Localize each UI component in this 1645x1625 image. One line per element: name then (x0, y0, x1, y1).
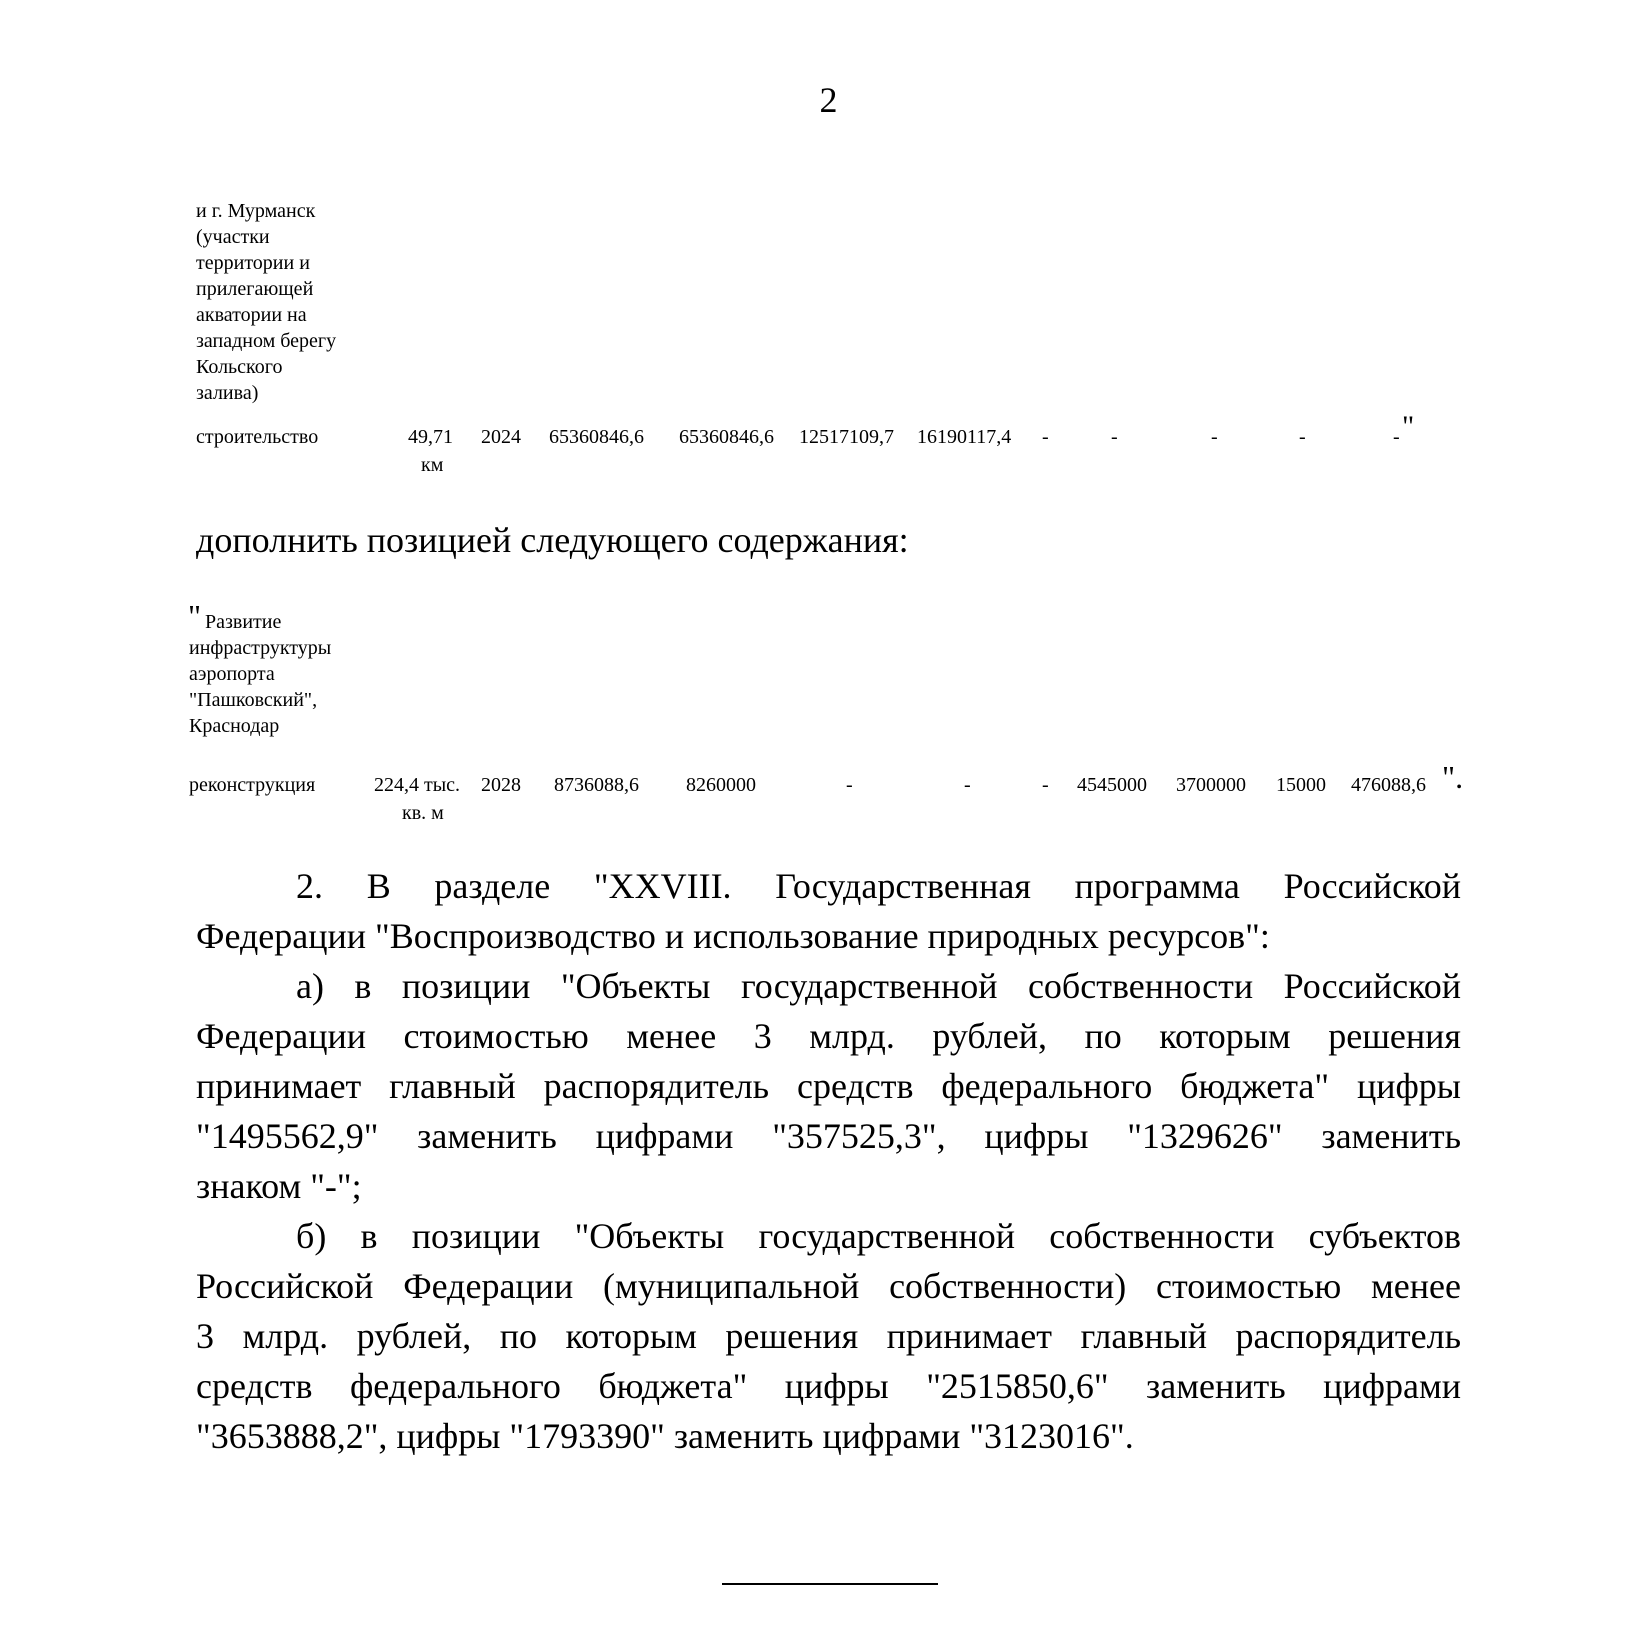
paragraph-line: а) в позиции "Объекты государственной собственности Российской (296, 966, 1461, 1006)
table2-value-9: 476088,6 (1351, 774, 1426, 796)
table1-value-6: - (1111, 426, 1118, 448)
paragraph-line: средств федерального бюджета" цифры "2515850,6" заменить цифрами (196, 1366, 1461, 1406)
table1-object-name (196, 198, 336, 406)
table1-capacity-unit: км (421, 454, 444, 476)
paragraph-line: принимает главный распорядитель средств федерального бюджета" цифры (196, 1066, 1461, 1106)
table2-name-line: Развитие (205, 611, 282, 633)
paragraph-line: б) в позиции "Объекты государственной собственности субъектов (296, 1216, 1461, 1256)
table1-capacity: 49,71 (408, 426, 453, 448)
table2-value-4: - (964, 774, 971, 796)
table1-value-7: - (1211, 426, 1218, 448)
paragraph-line: "1495562,9" заменить цифрами "357525,3", цифры "1329626" заменить (196, 1116, 1461, 1156)
paragraph-line: Федерации стоимостью менее 3 млрд. рублей, по которым решения (196, 1016, 1461, 1056)
table2-capacity-unit: кв. м (402, 802, 444, 824)
table1-value-1: 65360846,6 (549, 426, 644, 448)
paragraph-line: "3653888,2", цифры "1793390" заменить цифрами "3123016". (196, 1416, 1134, 1456)
table2-name-line: "Пашковский", (189, 689, 318, 711)
table1-value-8: - (1299, 426, 1306, 448)
end-of-document-rule (722, 1583, 938, 1585)
add-position-text: дополнить позицией следующего содержания: (196, 520, 909, 560)
table1-value-4: 16190117,4 (917, 426, 1012, 448)
paragraph-line: Российской Федерации (муниципальной собственности) стоимостью менее (196, 1266, 1461, 1306)
table1-closing-quote: " (1402, 410, 1415, 443)
paragraph-line: знаком "-"; (196, 1166, 362, 1206)
table1-value-9: - (1393, 426, 1400, 448)
table1-year: 2024 (481, 426, 521, 448)
page-number: 2 (819, 80, 838, 120)
table2-closing-mark: ". (1442, 759, 1464, 795)
paragraph-item-b (196, 1211, 1461, 1461)
table1-work-type: строительство (196, 426, 319, 448)
table1-row (0, 410, 1645, 484)
paragraph-line: Федерации "Воспроизводство и использование природных ресурсов": (196, 916, 1270, 956)
table2-name-line: инфраструктуры (189, 637, 332, 659)
table2-value-7: 3700000 (1176, 774, 1246, 796)
paragraph-line: 2. В разделе "XXVIII. Государственная программа Российской (296, 866, 1461, 906)
table2-value-1: 8736088,6 (554, 774, 639, 796)
table2-value-3: - (846, 774, 853, 796)
table2-name-line: аэропорта (189, 663, 275, 685)
table1-name-line: прилегающей (196, 278, 314, 300)
table1-name-line: акватории на (196, 304, 307, 326)
table2-row (0, 759, 1645, 832)
paragraph-item-a (196, 961, 1461, 1211)
table2-name-line: Краснодар (189, 715, 280, 737)
paragraph-line: 3 млрд. рублей, по которым решения принимает главный распорядитель (196, 1316, 1461, 1356)
paragraph-section-2 (196, 861, 1461, 961)
table1-value-2: 65360846,6 (679, 426, 774, 448)
table2-year: 2028 (481, 774, 521, 796)
table2-value-6: 4545000 (1077, 774, 1147, 796)
table1-name-line: территории и (196, 252, 310, 274)
table2-capacity: 224,4 тыс. (374, 774, 461, 796)
table1-name-line: (участки (196, 226, 270, 248)
table1-name-line: и г. Мурманск (196, 200, 316, 222)
table2-opening-quote: " (188, 598, 202, 634)
table1-name-line: залива) (196, 382, 259, 404)
table2-object-name (189, 609, 331, 739)
table2-value-8: 15000 (1276, 774, 1326, 796)
table1-value-3: 12517109,7 (799, 426, 894, 448)
table2-value-2: 8260000 (686, 774, 756, 796)
table2-value-5: - (1042, 774, 1049, 796)
table2-work-type: реконструкция (189, 774, 316, 796)
table1-name-line: западном берегу (196, 330, 337, 352)
table1-name-line: Кольского (196, 356, 283, 378)
table1-value-5: - (1042, 426, 1049, 448)
